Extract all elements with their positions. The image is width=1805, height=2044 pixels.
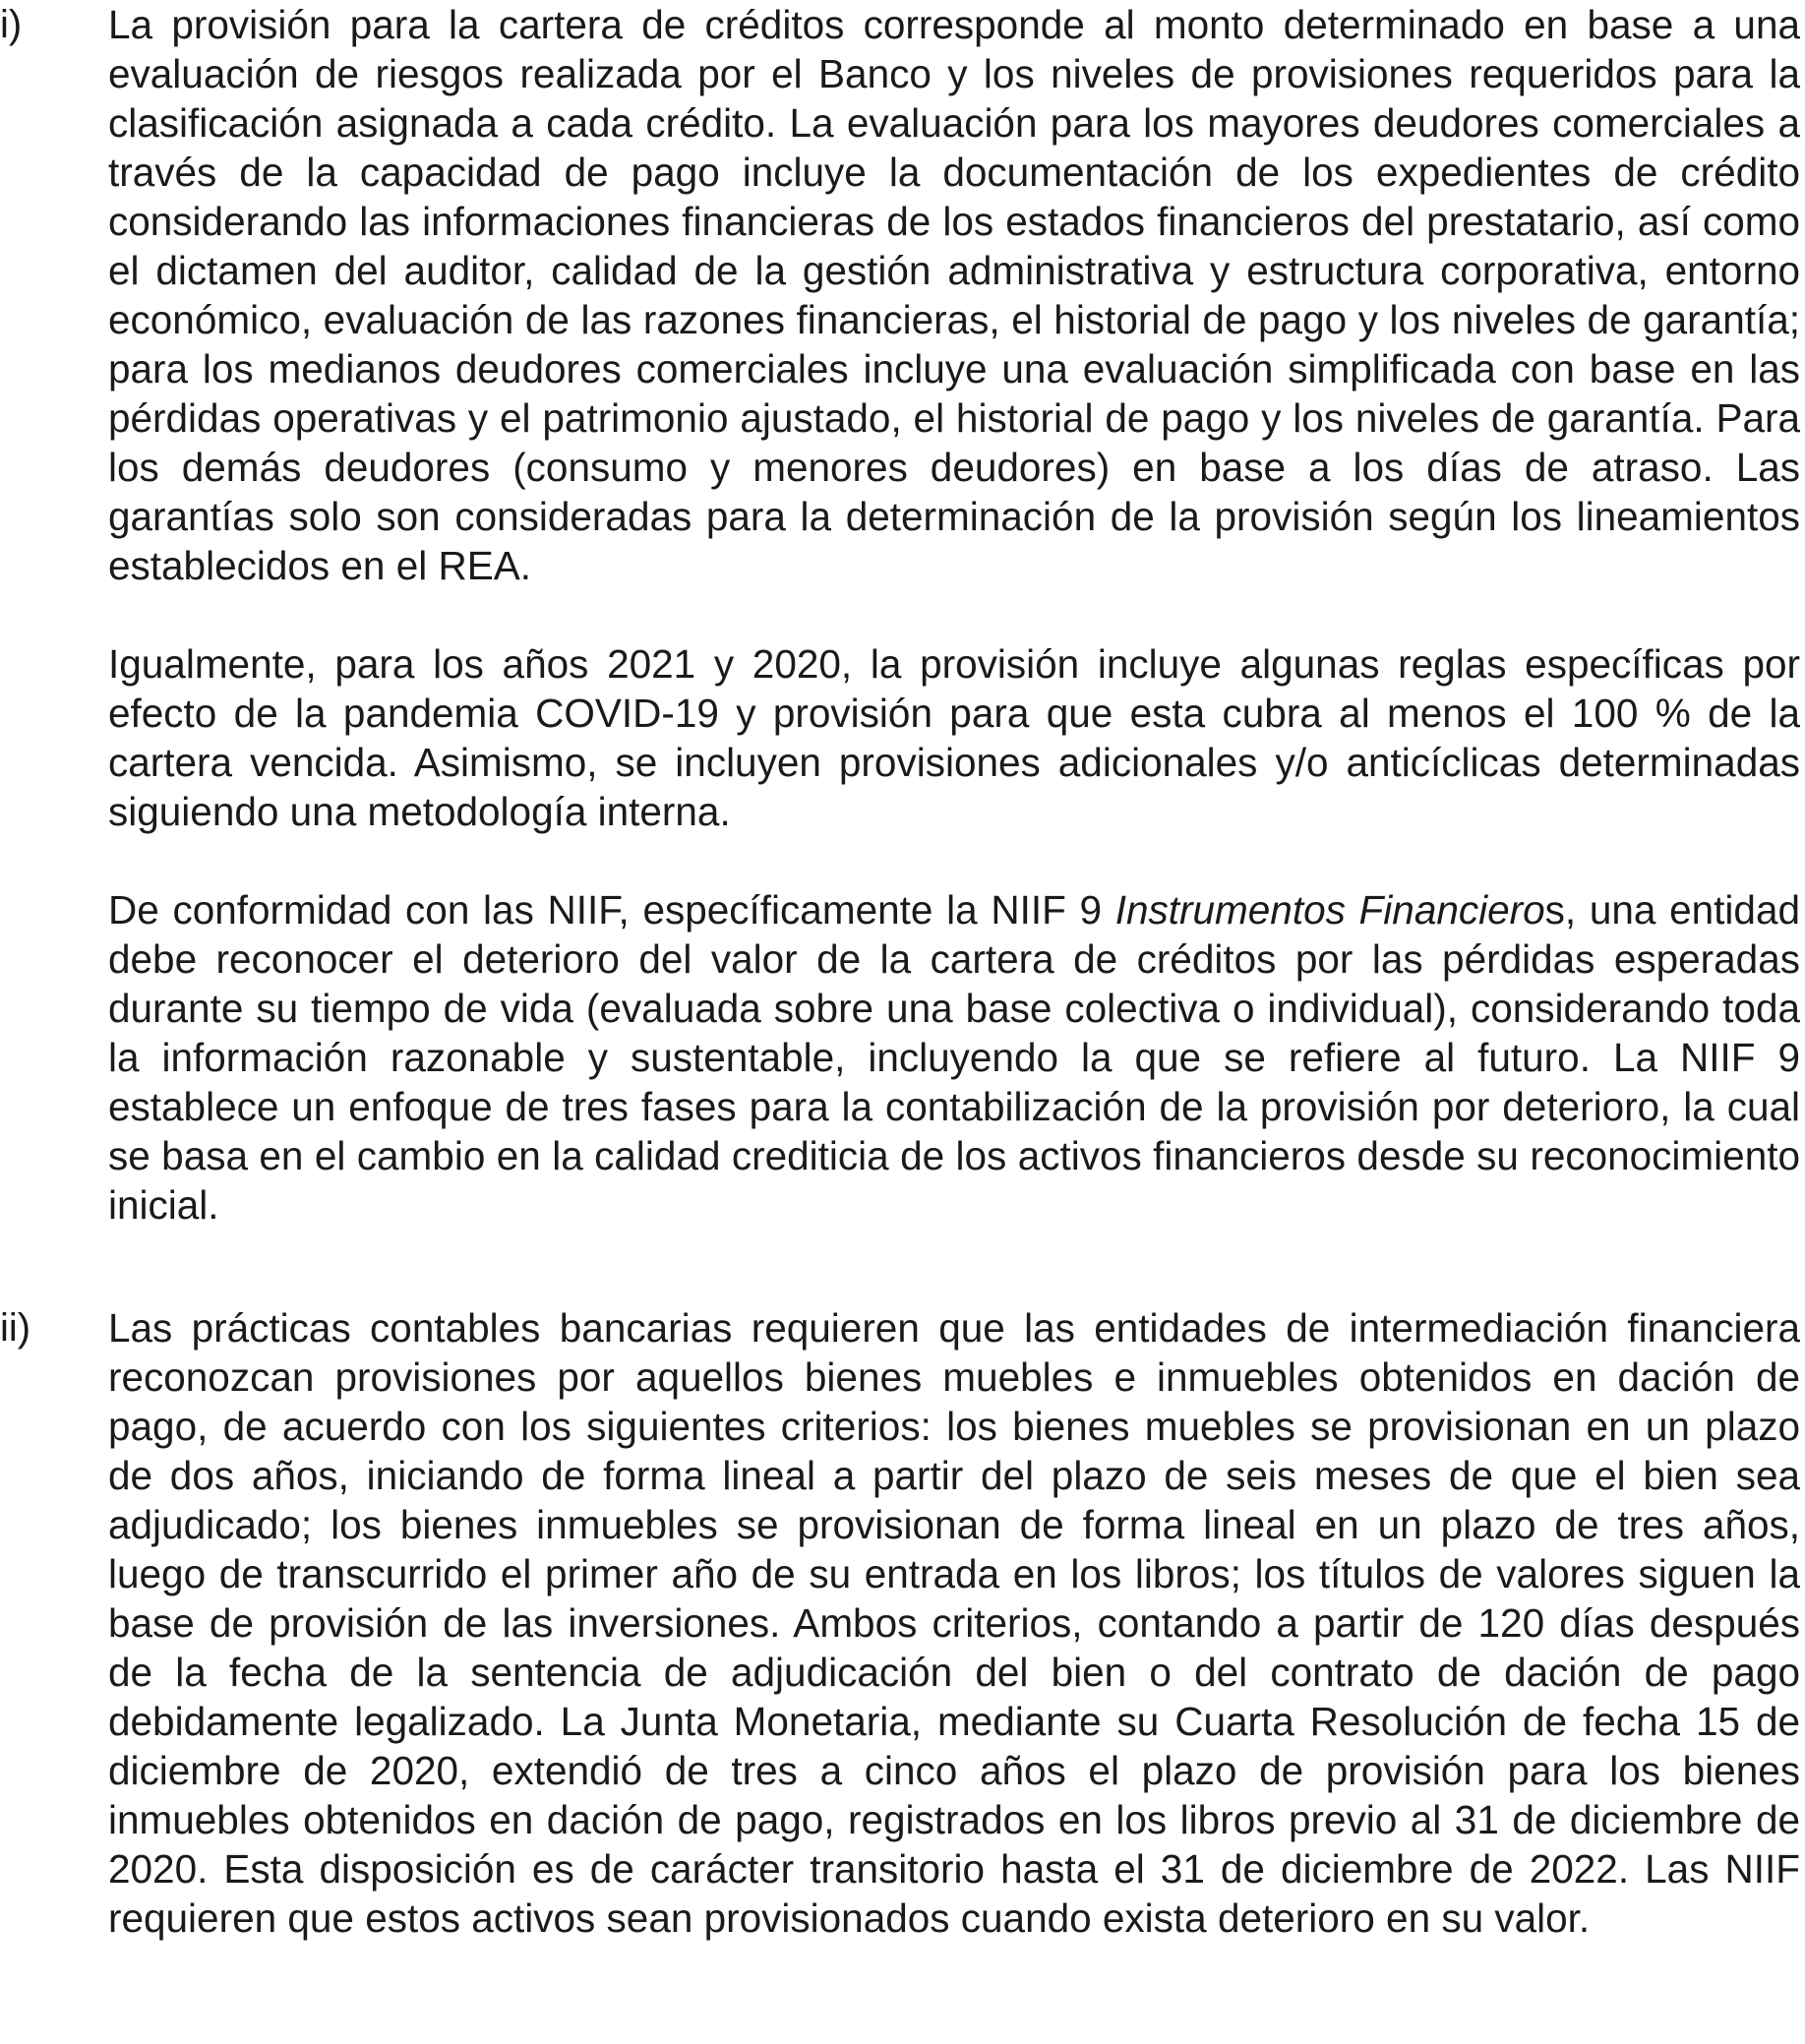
paragraph-bienes-dacion: Las prácticas contables bancarias requieren que las entidades de intermediación financiera reconozcan provisiones por aquellos bienes muebles e inmuebles obtenidos en dación de pago, de acuerdo con los siguientes criterios: los bienes muebles se provisionan en un plazo de dos años, iniciando de forma lineal a partir del plazo de seis meses de que el bien sea adjudicado; los bienes inmuebles se provisionan de forma lineal en un plazo de tres años, luego de transcurrido el primer año de su entrada en los libros; los títulos de valores siguen la base de provisión de las inversiones. Ambos criterios, contando a partir de 120 días después de la fecha de la sentencia de adjudicación del bien o del contrato de dación de pago debidamente legalizado. La Junta Monetaria, mediante su Cuarta Resolución de fecha 15 de diciembre de 2020, extendió de tres a cinco años el plazo de provisión para los bienes inmuebles obtenidos en dación de pago, registrados en los libros previo al 31 de diciembre de 2020. Esta disposición es de carácter transitorio hasta el 31 de diciembre de 2022. Las NIIF requieren que estos activos sean provisionados cuando exista deterioro en su valor. xyxy=(108,1305,1800,1941)
list-item-body xyxy=(108,0,1800,1230)
list-marker: ii) xyxy=(0,1306,31,1350)
list-marker: i) xyxy=(0,3,23,46)
paragraph-provision-cartera: La provisión para la cartera de créditos corresponde al monto determinado en base a una evaluación de riesgos realizada por el Banco y los niveles de provisiones requeridos para la clasificación asignada a cada crédito. La evaluación para los mayores deudores comerciales a través de la capacidad de pago incluye la documentación de los expedientes de crédito considerando las informaciones financieras de los estados financieros del prestatario, así como el dictamen del auditor, calidad de la gestión administrativa y estructura corporativa, entorno económico, evaluación de las razones financieras, el historial de pago y los niveles de garantía; para los medianos deudores comerciales incluye una evaluación simplificada con base en las pérdidas operativas y el patrimonio ajustado, el historial de pago y los niveles de garantía. Para los demás deudores (consumo y menores deudores) en base a los días de atraso. Las garantías solo son consideradas para la determinación de la provisión según los lineamientos establecidos en el REA. xyxy=(108,2,1800,588)
niif-text-after: s, una entidad debe reconocer el deterioro del valor de la cartera de créditos por las pérdidas esperadas durante su tiempo de vida (evaluada sobre una base colectiva o individual), considerando toda la información razonable y sustentable, incluyendo la que se refiere al futuro. La NIIF 9 establece un enfoque de tres fases para la contabilización de la provisión por deterioro, la cual se basa en el cambio en la calidad crediticia de los activos financieros desde su reconocimiento inicial. xyxy=(108,887,1801,1228)
paragraph-covid-rules: Igualmente, para los años 2021 y 2020, la provisión incluye algunas reglas específicas por efecto de la pandemia COVID-19 y provisión para que esta cubra al menos el 100 % de la cartera vencida. Asimismo, se incluyen provisiones adicionales y/o anticíclicas determinadas siguiendo una metodología interna. xyxy=(108,641,1800,834)
niif-text-before: De conformidad con las NIIF, específicamente la NIIF 9 xyxy=(108,887,1115,932)
niif-standard-title: Instrumentos Financiero xyxy=(1114,887,1545,932)
paragraph-niif-9 xyxy=(108,885,1800,1230)
list-item-body xyxy=(108,1303,1800,1943)
